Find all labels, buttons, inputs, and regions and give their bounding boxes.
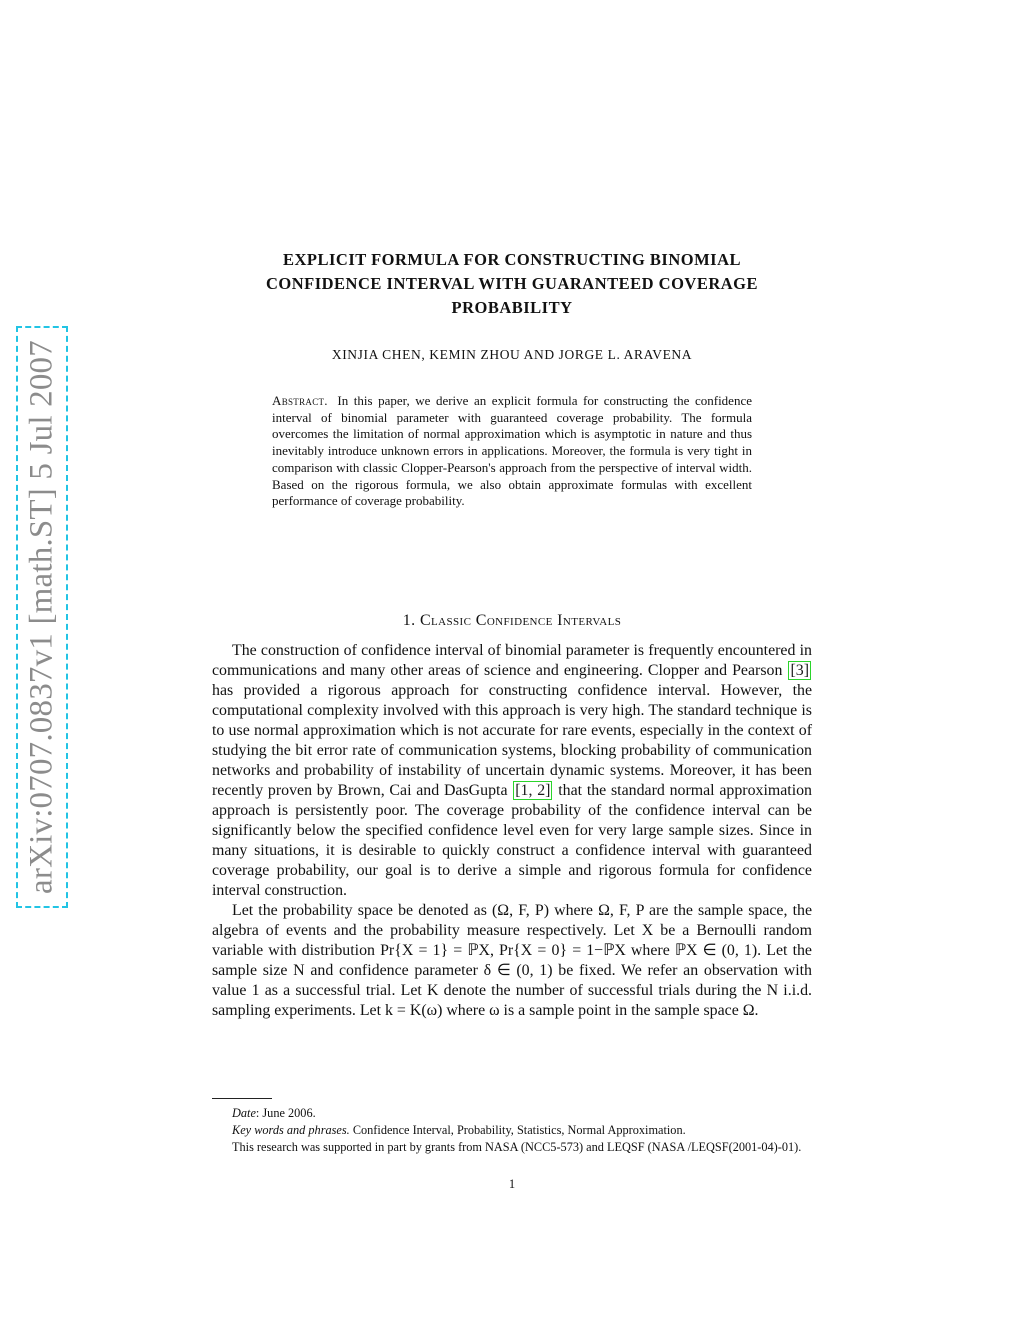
paragraph-text: Let the probability space be denoted as (Ω, F, P) where Ω, F, P are the sample space, the algebra of events and the probability measure respectively. Let X be a Bernoulli random variable with distribution Pr{X = 1} = ℙX, Pr{X = 0} = 1−ℙX where ℙX ∈ (0, 1). Let the sample size N and confidence parameter δ ∈ (0, 1) be fixed. We refer an observation with value 1 as a successful trial. Let K denote the number of successful trials during the N i.i.d. sampling experiments. Let k = K(ω) where ω is a sample point in the sample space Ω. [212, 902, 812, 1019]
paper-title [210, 248, 814, 320]
paragraph-text: that the standard normal approximation approach is persistently poor. The coverage probability of the confidence interval can be significantly below the specified confidence level even for very large sample sizes. Since in many situations, it is desirable to quickly construct a confidence interval with guaranteed coverage probability, our goal is to derive a simple and rigorous formula for confidence interval construction. [212, 782, 813, 899]
abstract-text: In this paper, we derive an explicit formula for constructing the confidence interval of binomial parameter with guaranteed coverage probability. The formula overcomes the limitation of normal approximation which is asymptotic in nature and thus inevitably introduce unknown errors in applications. Moreover, the formula is very tight in comparison with classic Clopper-Pearson's approach from the perspective of interval width. Based on the rigorous formula, we also obtain approximate formulas with excellent performance of coverage probability. [272, 393, 752, 509]
paragraph-text: The construction of confidence interval of binomial parameter is frequently encountered in communications and many other areas of science and engineering. Clopper and Pearson [212, 642, 812, 679]
abstract [272, 393, 752, 510]
footnote-date [212, 1105, 812, 1122]
arxiv-identifier-text: arXiv:0707.0837v1 [math.ST] 5 Jul 2007 [23, 340, 60, 894]
footnote-keywords-value: Confidence Interval, Probability, Statistics, Normal Approximation. [352, 1123, 686, 1137]
section-body [212, 641, 812, 1021]
title-line: EXPLICIT FORMULA FOR CONSTRUCTING BINOMIAL [283, 250, 741, 269]
footnote-divider [212, 1098, 272, 1099]
author-list: XINJIA CHEN, KEMIN ZHOU AND JORGE L. ARAVENA [331, 347, 693, 362]
section-heading [210, 612, 814, 630]
paragraph-text: has provided a rigorous approach for constructing confidence interval. However, the computational complexity involved with this approach is very high. The standard technique is to use normal approximation which is not accurate for rare events, especially in the context of studying the bit error rate of communication systems, blocking probability of communication networks and probability of instability of uncertain dynamic systems. Moreover, it has been recently proven by Brown, Cai and DasGupta [212, 682, 812, 799]
section-number: 1. [402, 612, 416, 629]
citation-link-3[interactable]: [3] [790, 662, 809, 679]
title-line: CONFIDENCE INTERVAL WITH GUARANTEED COVERAGE [265, 274, 759, 293]
abstract-label: Abstract. [272, 393, 328, 408]
paragraph-definitions [212, 901, 812, 1021]
title-line: PROBABILITY [451, 298, 573, 317]
footnotes [212, 1105, 812, 1156]
footnote-date-value: : June 2006. [255, 1106, 316, 1120]
page-number: 1 [508, 1177, 516, 1191]
footnote-date-label: Date [232, 1106, 256, 1120]
section-title: Classic Confidence Intervals [419, 612, 622, 629]
arxiv-identifier-stamp[interactable] [16, 326, 68, 908]
footnote-keywords-label: Key words and phrases. [232, 1123, 350, 1137]
footnote-keywords [212, 1122, 812, 1139]
footnote-funding: This research was supported in part by grants from NASA (NCC5-573) and LEQSF (NASA /LEQSF(2001-04)-01). [232, 1140, 802, 1154]
paragraph-intro [212, 641, 812, 901]
citation-link-1-2[interactable]: [1, 2] [515, 782, 551, 799]
